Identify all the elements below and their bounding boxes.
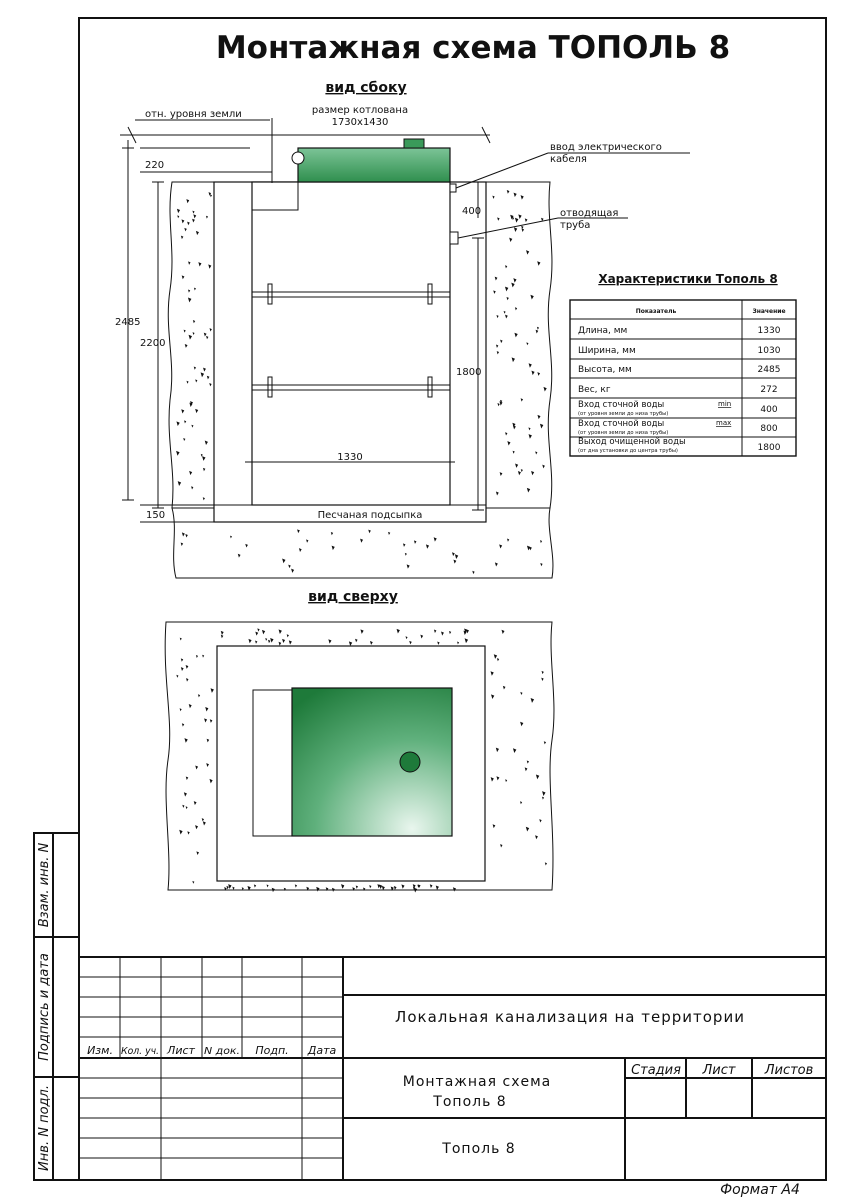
top-view-heading: вид сверху bbox=[308, 589, 398, 605]
title-block-grid bbox=[79, 957, 343, 1180]
dim-1800: 1800 bbox=[456, 367, 482, 378]
spec-row-7-note: (от дна установки до центра трубы) bbox=[578, 448, 678, 454]
strip-vzam: Взам. инв. N bbox=[37, 842, 52, 928]
pit-size-value: 1730х1430 bbox=[331, 117, 389, 128]
top-lid-hatch bbox=[400, 752, 420, 772]
pit-size-label: размер котлована bbox=[311, 105, 409, 116]
spec-row-5-name: Вход сточной воды bbox=[578, 400, 665, 410]
spec-row-2-value: 1030 bbox=[757, 346, 781, 356]
dim-220: 220 bbox=[145, 160, 165, 171]
stamp-stage: Стадия bbox=[631, 1063, 681, 1078]
stamp-doc-1: Монтажная схема bbox=[402, 1074, 552, 1090]
stamp-h-podp: Подп. bbox=[255, 1044, 289, 1057]
top-tank-lid bbox=[292, 688, 452, 836]
stamp-name: Тополь 8 bbox=[442, 1141, 516, 1157]
spec-row-1-value: 1330 bbox=[757, 326, 781, 336]
spec-row-4-value: 272 bbox=[760, 385, 778, 395]
spec-row-4-name: Вес, кг bbox=[578, 385, 611, 395]
tank-lid bbox=[298, 148, 450, 182]
spec-row-3-name: Высота, мм bbox=[578, 365, 632, 375]
spec-row-2-name: Ширина, мм bbox=[578, 346, 636, 356]
outlet-label-1: отводящая bbox=[560, 208, 619, 219]
spec-row-5-tag: min bbox=[718, 400, 732, 408]
top-view bbox=[165, 589, 554, 892]
dim-150: 150 bbox=[146, 510, 166, 521]
page-title: Монтажная схема ТОПОЛЬ 8 bbox=[215, 30, 731, 66]
lid-hinge bbox=[292, 152, 304, 164]
stamp-h-ndok: N док. bbox=[204, 1046, 240, 1057]
stamp-sheet: Лист bbox=[702, 1063, 736, 1078]
spec-row-7-value: 1800 bbox=[757, 443, 781, 453]
spec-row-6-value: 800 bbox=[760, 424, 778, 434]
lid-vent bbox=[404, 139, 424, 148]
dim-2200: 2200 bbox=[140, 338, 166, 349]
top-tank-side bbox=[253, 690, 293, 836]
outlet-pipe bbox=[450, 232, 458, 244]
spec-row-5-note: (от уровня земли до низа трубы) bbox=[578, 411, 669, 417]
stamp-h-data: Дата bbox=[307, 1044, 337, 1057]
stamp-h-izm: Изм. bbox=[87, 1044, 113, 1057]
dim-400: 400 bbox=[462, 206, 482, 217]
stamp-h-kol: Кол. уч. bbox=[121, 1046, 159, 1057]
spec-row-6-note: (от уровня земли до низа трубы) bbox=[578, 430, 669, 436]
spec-row-1-name: Длина, мм bbox=[578, 326, 628, 336]
soil-left bbox=[168, 182, 214, 508]
stamp-project: Локальная канализация на территории bbox=[395, 1008, 745, 1026]
spec-table bbox=[570, 272, 796, 456]
spec-col-param: Показатель bbox=[635, 308, 677, 315]
spec-row-6-tag: max bbox=[716, 419, 732, 427]
spec-col-value: Значение bbox=[752, 308, 786, 315]
dim-2485: 2485 bbox=[115, 317, 141, 328]
cable-inlet bbox=[450, 184, 456, 192]
dim-1330: 1330 bbox=[337, 452, 363, 463]
strip-sign-date: Подпись и дата bbox=[37, 953, 52, 1061]
ground-level-label: отн. уровня земли bbox=[145, 109, 242, 120]
spec-row-3-value: 2485 bbox=[757, 365, 781, 375]
cable-label-1: ввод электрического bbox=[550, 142, 662, 153]
stamp-doc-2: Тополь 8 bbox=[433, 1094, 507, 1110]
stamp-format: Формат А4 bbox=[720, 1182, 800, 1198]
stamp-sheets: Листов bbox=[764, 1063, 814, 1078]
spec-heading: Характеристики Тополь 8 bbox=[598, 272, 778, 286]
spec-row-6-name: Вход сточной воды bbox=[578, 419, 665, 429]
side-view-heading: вид сбоку bbox=[325, 80, 407, 96]
spec-row-5-value: 400 bbox=[760, 405, 778, 415]
sand-label: Песчаная подсыпка bbox=[317, 510, 423, 521]
cable-label-2: кабеля bbox=[550, 154, 587, 165]
stamp-h-list: Лист bbox=[167, 1044, 195, 1057]
outlet-label-2: труба bbox=[560, 220, 591, 231]
strip-inv-podl: Инв. N подл. bbox=[37, 1085, 52, 1171]
spec-row-7-name: Выход очищенной воды bbox=[578, 437, 686, 447]
